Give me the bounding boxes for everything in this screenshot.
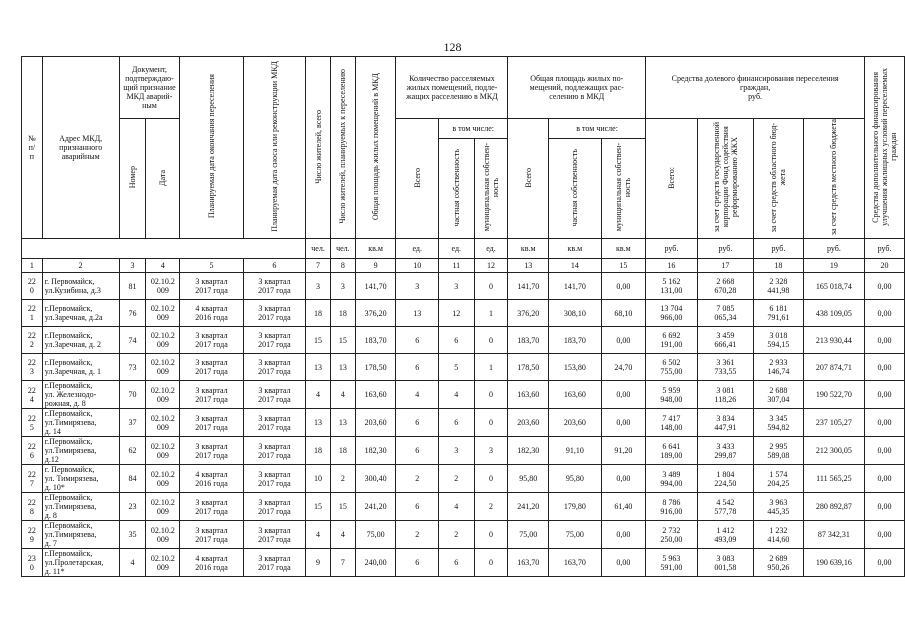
table-cell: 0,00 bbox=[865, 549, 905, 577]
header-count-total: Всего bbox=[396, 119, 439, 239]
table-cell: 0,00 bbox=[601, 273, 646, 300]
table-cell: 22 2 bbox=[22, 327, 43, 354]
table-cell: 0,00 bbox=[865, 300, 905, 327]
table-cell: 2 bbox=[438, 521, 474, 549]
table-cell: 02.10.2 009 bbox=[146, 493, 180, 521]
table-cell: г.Первомайск, ул.Тимирязева, д. 14 bbox=[42, 409, 119, 437]
table-cell: 3 459 666,41 bbox=[697, 327, 754, 354]
table-cell: 0,00 bbox=[601, 381, 646, 409]
table-cell: 02.10.2 009 bbox=[146, 549, 180, 577]
column-number-cell: 1 bbox=[22, 259, 43, 273]
table-cell: 6 bbox=[396, 327, 439, 354]
table-cell: 165 018,74 bbox=[803, 273, 864, 300]
table-cell: 13 bbox=[330, 354, 355, 381]
table-cell: 12 bbox=[438, 300, 474, 327]
table-cell: 179,80 bbox=[549, 493, 602, 521]
column-number-cell: 3 bbox=[119, 259, 146, 273]
table-row bbox=[22, 465, 905, 493]
table-cell: 4 bbox=[438, 493, 474, 521]
column-number-cell: 16 bbox=[646, 259, 698, 273]
table-cell: 3 квартал 2017 года bbox=[180, 493, 243, 521]
table-cell: 0 bbox=[474, 465, 508, 493]
table-cell: 203,60 bbox=[355, 409, 396, 437]
unit-cell: руб. bbox=[646, 239, 698, 259]
table-row bbox=[22, 354, 905, 381]
header-document: Документ, подтверждаю- щий признание МКД аварий- ным bbox=[119, 57, 180, 119]
table-cell: 3 квартал 2017 года bbox=[180, 381, 243, 409]
table-cell: 2 995 589,08 bbox=[754, 437, 804, 465]
table-cell: 0 bbox=[474, 327, 508, 354]
table-cell: 1 574 204,25 bbox=[754, 465, 804, 493]
table-cell: 141,70 bbox=[355, 273, 396, 300]
table-cell: 3 квартал 2017 года bbox=[180, 437, 243, 465]
table-cell: 0,00 bbox=[865, 354, 905, 381]
table-cell: 3 bbox=[330, 273, 355, 300]
table-cell: 15 bbox=[306, 327, 331, 354]
table-cell: 141,70 bbox=[508, 273, 549, 300]
table-cell: 0,00 bbox=[865, 327, 905, 354]
table-cell: 2 bbox=[438, 465, 474, 493]
table-cell: 22 0 bbox=[22, 273, 43, 300]
table-cell: 15 bbox=[330, 493, 355, 521]
table-cell: 22 8 bbox=[22, 493, 43, 521]
table-cell: 18 bbox=[330, 437, 355, 465]
table-cell: г.Первомайск, ул.Тимирязева, д. 8 bbox=[42, 493, 119, 521]
column-number-cell: 9 bbox=[355, 259, 396, 273]
table-cell: 1 412 493,09 bbox=[697, 521, 754, 549]
column-number-cell: 5 bbox=[180, 259, 243, 273]
table-cell: 7 bbox=[330, 549, 355, 577]
column-number-cell: 14 bbox=[549, 259, 602, 273]
table-cell: 02.10.2 009 bbox=[146, 300, 180, 327]
table-cell: 6 bbox=[396, 409, 439, 437]
table-cell: 2 bbox=[396, 465, 439, 493]
table-cell: 18 bbox=[330, 300, 355, 327]
table-cell: 3 квартал 2017 года bbox=[243, 493, 305, 521]
table-cell: 02.10.2 009 bbox=[146, 521, 180, 549]
table-cell: 376,20 bbox=[355, 300, 396, 327]
table-cell: 2 732 250,00 bbox=[646, 521, 698, 549]
table-cell: 203,60 bbox=[508, 409, 549, 437]
table-cell: 22 9 bbox=[22, 521, 43, 549]
table-cell: 95,80 bbox=[549, 465, 602, 493]
table-cell: 0,00 bbox=[601, 549, 646, 577]
unit-cell: кв.м bbox=[508, 239, 549, 259]
table-cell: 22 5 bbox=[22, 409, 43, 437]
unit-cell: руб. bbox=[754, 239, 804, 259]
table-cell: 2 668 670,28 bbox=[697, 273, 754, 300]
table-cell: 3 квартал 2017 года bbox=[180, 273, 243, 300]
table-row bbox=[22, 437, 905, 465]
resettlement-table bbox=[21, 56, 905, 577]
table-cell: 4 bbox=[119, 549, 146, 577]
column-number-row bbox=[22, 259, 905, 273]
table-cell: 68,10 bbox=[601, 300, 646, 327]
table-cell: 3 квартал 2017 года bbox=[180, 521, 243, 549]
table-cell: 0,00 bbox=[865, 465, 905, 493]
table-cell: 62 bbox=[119, 437, 146, 465]
table-cell: 70 bbox=[119, 381, 146, 409]
table-cell: 6 bbox=[438, 549, 474, 577]
unit-cell: руб. bbox=[697, 239, 754, 259]
table-cell: 23 bbox=[119, 493, 146, 521]
header-count-incl: в том числе: bbox=[438, 119, 507, 139]
column-number-cell: 15 bbox=[601, 259, 646, 273]
header-address: Адрес МКД, признанного аварийным bbox=[42, 57, 119, 239]
table-cell: 6 641 189,00 bbox=[646, 437, 698, 465]
table-cell: 0,00 bbox=[865, 437, 905, 465]
table-cell: 22 1 bbox=[22, 300, 43, 327]
table-cell: 02.10.2 009 bbox=[146, 354, 180, 381]
table-row bbox=[22, 493, 905, 521]
column-number-cell: 10 bbox=[396, 259, 439, 273]
header-fund-total: Всего: bbox=[646, 119, 698, 239]
header-count-group: Количество расселяемых жилых помещений, подле- жащих расселению в МКД bbox=[396, 57, 508, 119]
table-row bbox=[22, 273, 905, 300]
table-cell: 13 bbox=[330, 409, 355, 437]
table-cell: 6 bbox=[396, 493, 439, 521]
table-cell: 3 квартал 2017 года bbox=[243, 354, 305, 381]
column-number-cell: 8 bbox=[330, 259, 355, 273]
table-cell: 37 bbox=[119, 409, 146, 437]
table-cell: 6 181 791,61 bbox=[754, 300, 804, 327]
table-cell: 2 bbox=[474, 493, 508, 521]
table-cell: 6 bbox=[438, 409, 474, 437]
table-cell: 163,60 bbox=[355, 381, 396, 409]
table-cell: 5 bbox=[438, 354, 474, 381]
column-number-cell: 13 bbox=[508, 259, 549, 273]
table-cell: 02.10.2 009 bbox=[146, 327, 180, 354]
table-cell: 75,00 bbox=[508, 521, 549, 549]
unit-cell: кв.м bbox=[549, 239, 602, 259]
table-cell: 3 bbox=[396, 273, 439, 300]
table-cell: г.Первомайск, ул.Тимирязева, д.12 bbox=[42, 437, 119, 465]
table-cell: 182,30 bbox=[508, 437, 549, 465]
table-cell: 02.10.2 009 bbox=[146, 273, 180, 300]
table-cell: 91,10 bbox=[549, 437, 602, 465]
table-cell: 0,00 bbox=[601, 327, 646, 354]
unit-cell: чел. bbox=[330, 239, 355, 259]
table-cell: 240,00 bbox=[355, 549, 396, 577]
table-cell: 1 bbox=[474, 354, 508, 381]
table-cell: 02.10.2 009 bbox=[146, 437, 180, 465]
table-cell: 190 639,16 bbox=[803, 549, 864, 577]
header-doc-date: Дата bbox=[146, 119, 180, 239]
table-cell: 4 bbox=[438, 381, 474, 409]
table-cell: 0,00 bbox=[865, 409, 905, 437]
units-blank bbox=[22, 239, 306, 259]
table-cell: 4 542 577,78 bbox=[697, 493, 754, 521]
table-cell: 300,40 bbox=[355, 465, 396, 493]
column-number-cell: 18 bbox=[754, 259, 804, 273]
table-cell: 02.10.2 009 bbox=[146, 465, 180, 493]
table-cell: 183,70 bbox=[549, 327, 602, 354]
table-cell: 74 bbox=[119, 327, 146, 354]
table-cell: 3 квартал 2017 года bbox=[243, 549, 305, 577]
table-cell: 3 834 447,91 bbox=[697, 409, 754, 437]
header-area-municipal: муниципальная собствен- ность bbox=[601, 139, 646, 239]
header-count-municipal: муниципальная собствен- ность bbox=[474, 139, 508, 239]
column-number-cell: 20 bbox=[865, 259, 905, 273]
table-cell: 3 квартал 2017 года bbox=[180, 327, 243, 354]
table-cell: 22 7 bbox=[22, 465, 43, 493]
table-cell: 75,00 bbox=[355, 521, 396, 549]
table-cell: 0 bbox=[474, 549, 508, 577]
table-cell: 61,40 bbox=[601, 493, 646, 521]
table-cell: 3 018 594,15 bbox=[754, 327, 804, 354]
table-cell: г.Первомайск, ул.Заречная, д. 2 bbox=[42, 327, 119, 354]
table-cell: 7 417 148,00 bbox=[646, 409, 698, 437]
table-cell: 4 квартал 2016 года bbox=[180, 549, 243, 577]
table-cell: 13 704 966,00 bbox=[646, 300, 698, 327]
table-cell: 22 6 bbox=[22, 437, 43, 465]
table-cell: 2 689 950,26 bbox=[754, 549, 804, 577]
table-cell: г.Первомайск, ул.Пролетарская, д. 11* bbox=[42, 549, 119, 577]
table-cell: 3 081 118,26 bbox=[697, 381, 754, 409]
table-cell: 207 874,71 bbox=[803, 354, 864, 381]
table-row bbox=[22, 549, 905, 577]
table-cell: 0,00 bbox=[865, 521, 905, 549]
table-cell: 6 502 755,00 bbox=[646, 354, 698, 381]
page-number: 128 bbox=[443, 40, 462, 54]
table-cell: 22 3 bbox=[22, 354, 43, 381]
table-cell: 87 342,31 bbox=[803, 521, 864, 549]
header-total-area: Общая площадь жилых помещений в МКД bbox=[355, 57, 396, 239]
column-number-cell: 12 bbox=[474, 259, 508, 273]
table-cell: г.Первомайск, ул.Заречная, д. 1 bbox=[42, 354, 119, 381]
table-cell: 3 963 445,35 bbox=[754, 493, 804, 521]
table-cell: 81 bbox=[119, 273, 146, 300]
header-fund-regional: за счет средств областного бюд- жета bbox=[754, 119, 804, 239]
table-cell: 3 квартал 2017 года bbox=[180, 354, 243, 381]
header-num: № п/ п bbox=[22, 57, 43, 239]
table-cell: 13 bbox=[306, 409, 331, 437]
table-cell: 0,00 bbox=[601, 465, 646, 493]
table-cell: 6 bbox=[438, 327, 474, 354]
table-row bbox=[22, 300, 905, 327]
unit-cell: чел. bbox=[306, 239, 331, 259]
table-cell: 153,80 bbox=[549, 354, 602, 381]
table-cell: 0,00 bbox=[865, 273, 905, 300]
column-number-cell: 17 bbox=[697, 259, 754, 273]
table-cell: 3 квартал 2017 года bbox=[243, 521, 305, 549]
header-residents-total: Число жителей, всего bbox=[306, 57, 331, 239]
table-cell: 111 565,25 bbox=[803, 465, 864, 493]
table-cell: 3 345 594,82 bbox=[754, 409, 804, 437]
table-cell: 7 085 065,34 bbox=[697, 300, 754, 327]
table-cell: 6 bbox=[396, 549, 439, 577]
table-cell: 3 bbox=[438, 273, 474, 300]
unit-cell: кв.м bbox=[601, 239, 646, 259]
table-cell: 0,00 bbox=[601, 409, 646, 437]
table-cell: 203,60 bbox=[549, 409, 602, 437]
table-cell: 75,00 bbox=[549, 521, 602, 549]
table-cell: 8 786 916,00 bbox=[646, 493, 698, 521]
table-cell: 35 bbox=[119, 521, 146, 549]
table-cell: 183,70 bbox=[355, 327, 396, 354]
column-number-cell: 4 bbox=[146, 259, 180, 273]
unit-cell: кв.м bbox=[355, 239, 396, 259]
table-cell: 4 bbox=[330, 381, 355, 409]
unit-cell: ед. bbox=[474, 239, 508, 259]
table-cell: г. Первомайск, ул.Кузибина, д.3 bbox=[42, 273, 119, 300]
table-cell: 3 433 299,87 bbox=[697, 437, 754, 465]
unit-cell: ед. bbox=[438, 239, 474, 259]
table-cell: 73 bbox=[119, 354, 146, 381]
table-cell: 190 522,70 bbox=[803, 381, 864, 409]
table-cell: 4 квартал 2016 года bbox=[180, 465, 243, 493]
column-number-cell: 11 bbox=[438, 259, 474, 273]
table-cell: 3 квартал 2017 года bbox=[243, 465, 305, 493]
table-row bbox=[22, 521, 905, 549]
units-row bbox=[22, 239, 905, 259]
table-cell: 6 692 191,00 bbox=[646, 327, 698, 354]
header-count-private: частная собственность bbox=[438, 139, 474, 239]
table-cell: 178,50 bbox=[355, 354, 396, 381]
table-cell: 163,60 bbox=[508, 381, 549, 409]
table-cell: 237 105,27 bbox=[803, 409, 864, 437]
table-cell: г.Первомайск, ул.Тимирязева, д. 7 bbox=[42, 521, 119, 549]
column-number-cell: 6 bbox=[243, 259, 305, 273]
header-area-incl: в том числе: bbox=[549, 119, 646, 139]
header-area-total: Всего bbox=[508, 119, 549, 239]
table-cell: 182,30 bbox=[355, 437, 396, 465]
table-cell: 18 bbox=[306, 300, 331, 327]
table-cell: 3 квартал 2017 года bbox=[243, 381, 305, 409]
header-area-group: Общая площадь жилых по- мещений, подлежащих рас- селению в МКД bbox=[508, 57, 646, 119]
table-cell: 3 квартал 2017 года bbox=[243, 300, 305, 327]
table-cell: 5 963 591,00 bbox=[646, 549, 698, 577]
table-cell: 10 bbox=[306, 465, 331, 493]
table-row bbox=[22, 409, 905, 437]
table-cell: 18 bbox=[306, 437, 331, 465]
table-cell: 2 328 441,98 bbox=[754, 273, 804, 300]
header-fund-local: за счет средств местного бюджета bbox=[803, 119, 864, 239]
table-cell: 3 bbox=[474, 437, 508, 465]
table-cell: 84 bbox=[119, 465, 146, 493]
table-cell: 3 361 733,55 bbox=[697, 354, 754, 381]
table-cell: 5 162 131,00 bbox=[646, 273, 698, 300]
table-row bbox=[22, 327, 905, 354]
table-cell: 3 квартал 2017 года bbox=[243, 273, 305, 300]
table-cell: 3 квартал 2017 года bbox=[180, 409, 243, 437]
table-cell: 3 083 001,58 bbox=[697, 549, 754, 577]
table-cell: 02.10.2 009 bbox=[146, 409, 180, 437]
table-cell: 0,00 bbox=[865, 381, 905, 409]
table-cell: г. Первомайск, ул. Тимирязева, д. 10* bbox=[42, 465, 119, 493]
table-cell: 4 квартал 2016 года bbox=[180, 300, 243, 327]
table-cell: 0,00 bbox=[865, 493, 905, 521]
column-number-cell: 7 bbox=[306, 259, 331, 273]
table-cell: 438 109,05 bbox=[803, 300, 864, 327]
table-cell: 15 bbox=[306, 493, 331, 521]
table-cell: 22 4 bbox=[22, 381, 43, 409]
table-body bbox=[22, 273, 905, 577]
table-cell: 163,70 bbox=[508, 549, 549, 577]
table-cell: 0 bbox=[474, 381, 508, 409]
table-cell: 5 959 948,00 bbox=[646, 381, 698, 409]
unit-cell: руб. bbox=[865, 239, 905, 259]
header-fund-corp: за счет средств государственной корпорации Фонд содействия реформированию ЖКХ bbox=[697, 119, 754, 239]
header-planned-demolition: Планируемая дата сноса или реконструкции МКД bbox=[243, 57, 305, 239]
table-row bbox=[22, 381, 905, 409]
table-cell: 3 квартал 2017 года bbox=[243, 437, 305, 465]
header-fund-extra: Средства дополнительного финансирования улучшения жилищных условий переселяемых граждан bbox=[865, 57, 905, 239]
table-cell: 308,10 bbox=[549, 300, 602, 327]
header-doc-number: Номер bbox=[119, 119, 146, 239]
table-cell: 24,70 bbox=[601, 354, 646, 381]
table-cell: 1 bbox=[474, 300, 508, 327]
table-cell: 3 bbox=[438, 437, 474, 465]
table-cell: 1 804 224,50 bbox=[697, 465, 754, 493]
table-cell: 4 bbox=[306, 521, 331, 549]
table-cell: 3 bbox=[306, 273, 331, 300]
column-number-cell: 2 bbox=[42, 259, 119, 273]
table-cell: 280 892,87 bbox=[803, 493, 864, 521]
table-cell: 95,80 bbox=[508, 465, 549, 493]
table-cell: г.Первомайск, ул. Железнодо- рожная, д. 8 bbox=[42, 381, 119, 409]
table-cell: 91,20 bbox=[601, 437, 646, 465]
table-cell: 4 bbox=[330, 521, 355, 549]
header-area-private: частная собственность bbox=[549, 139, 602, 239]
table-cell: 2 933 146,74 bbox=[754, 354, 804, 381]
table-cell: 3 квартал 2017 года bbox=[243, 327, 305, 354]
table-cell: 212 300,05 bbox=[803, 437, 864, 465]
table-cell: 23 0 bbox=[22, 549, 43, 577]
table-cell: 6 bbox=[396, 437, 439, 465]
header-residents-planned: Число жителей, планируемых к переселению bbox=[330, 57, 355, 239]
column-number-cell: 19 bbox=[803, 259, 864, 273]
table-cell: 213 930,44 bbox=[803, 327, 864, 354]
table-cell: 4 bbox=[306, 381, 331, 409]
header-planned-end: Планируемая дата окончания переселения bbox=[180, 57, 243, 239]
header-fund-group: Средства долевого финансирования переселения граждан, руб. bbox=[646, 57, 865, 119]
table-cell: 4 bbox=[396, 381, 439, 409]
table-cell: 163,60 bbox=[549, 381, 602, 409]
table-cell: г.Первомайск, ул.Заречная, д.2а bbox=[42, 300, 119, 327]
unit-cell: ед. bbox=[396, 239, 439, 259]
table-cell: 241,20 bbox=[355, 493, 396, 521]
table-cell: 2 bbox=[330, 465, 355, 493]
table-cell: 241,20 bbox=[508, 493, 549, 521]
table-cell: 3 489 994,00 bbox=[646, 465, 698, 493]
table-cell: 163,70 bbox=[549, 549, 602, 577]
table-cell: 0 bbox=[474, 273, 508, 300]
table-cell: 13 bbox=[396, 300, 439, 327]
table-cell: 141,70 bbox=[549, 273, 602, 300]
table-cell: 2 bbox=[396, 521, 439, 549]
table-cell: 9 bbox=[306, 549, 331, 577]
table-cell: 15 bbox=[330, 327, 355, 354]
unit-cell: руб. bbox=[803, 239, 864, 259]
table-cell: 6 bbox=[396, 354, 439, 381]
table-cell: 376,20 bbox=[508, 300, 549, 327]
table-cell: 13 bbox=[306, 354, 331, 381]
table-cell: 183,70 bbox=[508, 327, 549, 354]
table-cell: 0,00 bbox=[601, 521, 646, 549]
table-cell: 0 bbox=[474, 521, 508, 549]
table-cell: 02.10.2 009 bbox=[146, 381, 180, 409]
table-cell: 3 квартал 2017 года bbox=[243, 409, 305, 437]
table-cell: 0 bbox=[474, 409, 508, 437]
table-cell: 178,50 bbox=[508, 354, 549, 381]
table-cell: 2 688 307,04 bbox=[754, 381, 804, 409]
table-cell: 1 232 414,60 bbox=[754, 521, 804, 549]
table-cell: 76 bbox=[119, 300, 146, 327]
